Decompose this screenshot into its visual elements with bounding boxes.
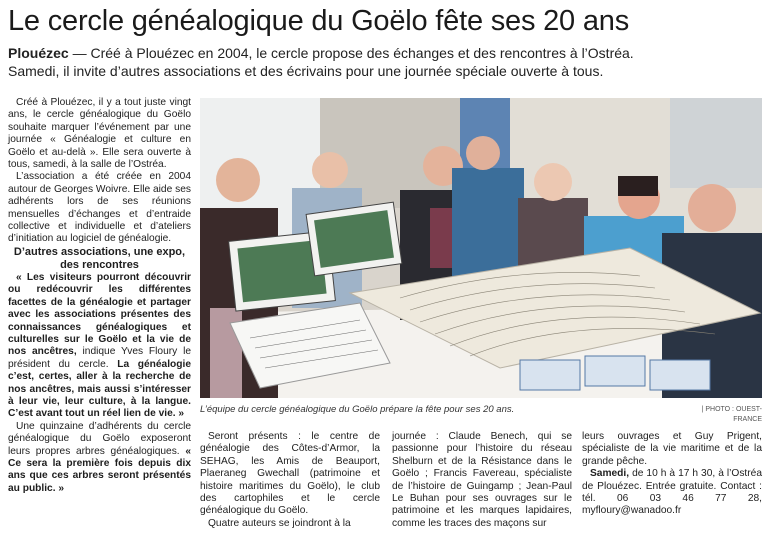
bottom-column-2 <box>392 431 572 530</box>
headline: Le cercle généalogique du Goëlo fête ses 20 ans <box>8 5 629 37</box>
bottom-column-1 <box>200 431 380 530</box>
photo-credit: | PHOTO : OUEST-FRANCE <box>701 406 762 423</box>
paragraph-association: L’association a été créée en 2004 autour de Georges Woivre. Elle aide ses adhérents lors de ses réunions mensuelles d’échanges et d’entraide collective et individuelle et d’ateliers d’initiation au logiciel de généalogie. <box>8 171 191 245</box>
quote-attribution: indique Yves Floury le président du cercle. <box>8 346 191 370</box>
participants-paragraph: Seront présents : le centre de généalogie des Côtes-d’Armor, la SEHAG, les Amis de Beauport, Plaeraneg Gwechall (patrimoine et histoire maritimes du Goëlo), le club des cartophiles et le cercle généalogique du Goëlo. <box>200 431 380 517</box>
subhead: D’autres associations, une expo, des rencontres <box>13 245 186 271</box>
quote-part-2: La généalogie c’est, certes, aller à la recherche de nos ancêtres, mais aussi s’intéresser à leur vie, leur culture, à la langue. C’est avant tout un réel lien de vie. » <box>8 358 191 420</box>
practical-details: de 10 h à 17 h 30, à l’Ostréa de Plouézec. Entrée gratuite. Contact : tél. 06 03 46 77 28, myfloury@wanadoo.fr <box>582 468 762 517</box>
paragraph-intro: Créé à Plouézec, il y a tout juste vingt ans, le cercle généalogique du Goëlo souhaite marquer l’événement par une journée « Généalogie et culture en Goëlo et au-delà ». Elle sera ouverte à tous, samedi, à la salle de l’Ostréa. <box>8 97 191 171</box>
authors-paragraph: journée : Claude Benech, qui se passionne pour l’histoire du réseau Shelburn et de la Résistance dans le Goëlo ; Francis Favereau, spécialiste de l’histoire de Guingamp ; Jean-Paul Le Buhan pour ses ouvrages sur le patrimoine et les marques lapidaires, comme les traces des maçons sur <box>392 431 572 529</box>
left-column <box>8 97 191 495</box>
paragraph-exhibition <box>8 421 191 495</box>
exhibition-text: Une quinzaine d’adhérents du cercle généalogique du Goëlo exposeront leurs propres arbres généalogiques. <box>8 420 191 457</box>
bottom-column-3 <box>582 431 762 518</box>
authors-intro: Quatre auteurs se joindront à la <box>208 517 351 529</box>
lede-dash: — <box>68 45 91 61</box>
exhibition-quote: « Ce sera la première fois depuis dix ans que ces arbres seront présentés au public. » <box>8 445 191 494</box>
photo-caption: L’équipe du cercle généalogique du Goëlo prépare la fête pour ses 20 ans. <box>200 404 515 415</box>
quote-part-1: « Les visiteurs pourront découvrir ou redécouvrir les différentes facettes de la généalogie et partager avec les associations présentes des connaissances généalogiques et culturelles sur le Goëlo et la vie de nos ancêtres, <box>8 271 191 358</box>
paragraph-quote <box>8 272 191 421</box>
lede-text-1: Créé à Plouézec en 2004, le cercle propose des échanges et des rencontres à l’Ostréa. <box>90 45 634 61</box>
lede-place: Plouézec <box>8 45 69 61</box>
practical-info <box>582 468 762 518</box>
authors-end: leurs ouvrages et Guy Prigent, spécialiste de la vie maritime et de la grande pêche. <box>582 431 762 467</box>
lede <box>8 44 760 80</box>
practical-day: Samedi, <box>590 468 630 480</box>
lede-text-2: Samedi, il invite d’autres associations et des écrivains pour une journée spéciale ouverte à tous. <box>8 63 604 79</box>
group-photo <box>200 98 762 398</box>
